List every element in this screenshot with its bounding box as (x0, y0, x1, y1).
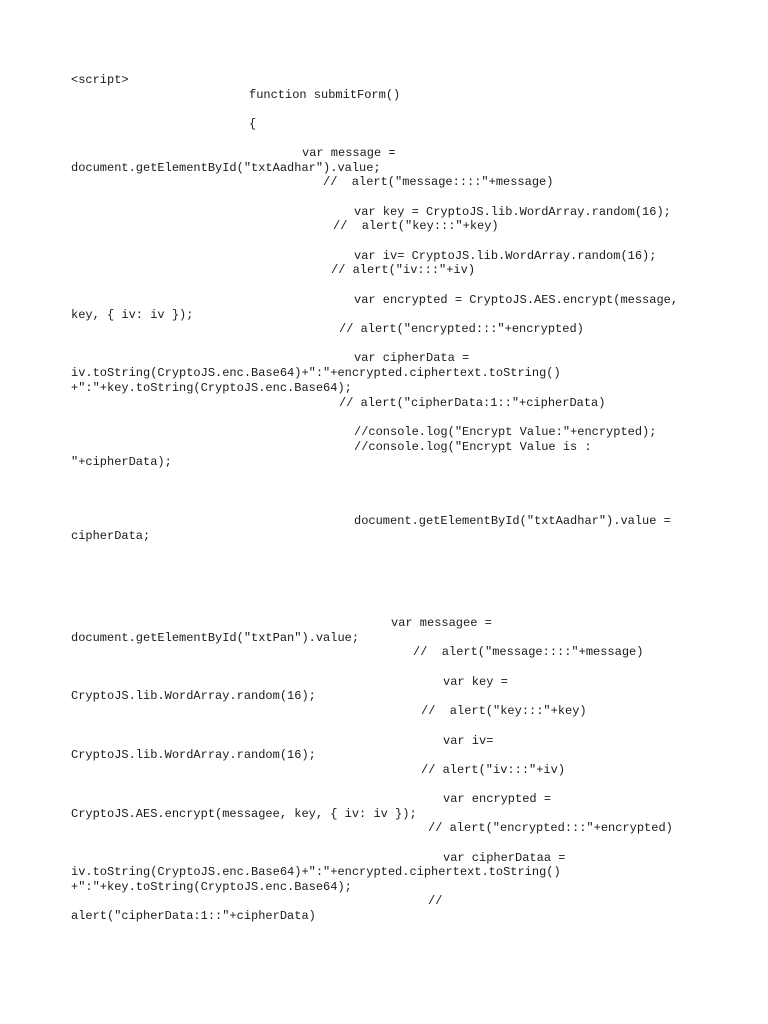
code-line: var encrypted = CryptoJS.AES.encrypt(message, (354, 293, 679, 307)
code-line: //console.log("Encrypt Value:"+encrypted); (354, 425, 657, 439)
code-line: CryptoJS.AES.encrypt(messagee, key, { iv: iv }); (71, 807, 417, 821)
code-line: // alert("key:::"+key) (333, 219, 499, 233)
code-line: iv.toString(CryptoJS.enc.Base64)+":"+encrypted.ciphertext.toString() (71, 366, 561, 380)
code-line: document.getElementById("txtAadhar").value = (354, 514, 671, 528)
code-line: document.getElementById("txtAadhar").value; (71, 161, 381, 175)
code-line: CryptoJS.lib.WordArray.random(16); (71, 748, 316, 762)
code-line: var message = (302, 146, 396, 160)
code-line: // alert("message::::"+message) (323, 175, 554, 189)
code-line: { (249, 117, 257, 131)
code-line: // alert("iv:::"+iv) (331, 263, 476, 277)
code-line: cipherData; (71, 529, 151, 543)
code-line: var cipherDataa = (443, 851, 566, 865)
code-line: // alert("cipherData:1::"+cipherData) (339, 396, 606, 410)
code-line: var encrypted = (443, 792, 552, 806)
code-line: //console.log("Encrypt Value is : (354, 440, 592, 454)
code-line: alert("cipherData:1::"+cipherData) (71, 909, 316, 923)
code-line: document.getElementById("txtPan").value; (71, 631, 360, 645)
code-line: iv.toString(CryptoJS.enc.Base64)+":"+encrypted.ciphertext.toString() (71, 865, 561, 879)
code-line: key, { iv: iv }); (71, 308, 194, 322)
code-line: // (428, 894, 443, 908)
code-line: +":"+key.toString(CryptoJS.enc.Base64); (71, 880, 352, 894)
code-line: <script> (71, 73, 129, 87)
code-line: var iv= CryptoJS.lib.WordArray.random(16); (354, 249, 657, 263)
code-line: // alert("message::::"+message) (413, 645, 644, 659)
code-line: var iv= (443, 734, 494, 748)
code-line: var messagee = (391, 616, 492, 630)
code-line: var key = (443, 675, 508, 689)
code-line: // alert("iv:::"+iv) (421, 763, 566, 777)
code-line: "+cipherData); (71, 455, 172, 469)
code-line: // alert("encrypted:::"+encrypted) (339, 322, 584, 336)
code-line: var key = CryptoJS.lib.WordArray.random(16); (354, 205, 671, 219)
code-line: var cipherData = (354, 351, 470, 365)
code-line: // alert("encrypted:::"+encrypted) (428, 821, 673, 835)
code-line: // alert("key:::"+key) (421, 704, 587, 718)
code-line: function submitForm() (249, 88, 401, 102)
code-line: CryptoJS.lib.WordArray.random(16); (71, 689, 316, 703)
code-line: +":"+key.toString(CryptoJS.enc.Base64); (71, 381, 352, 395)
